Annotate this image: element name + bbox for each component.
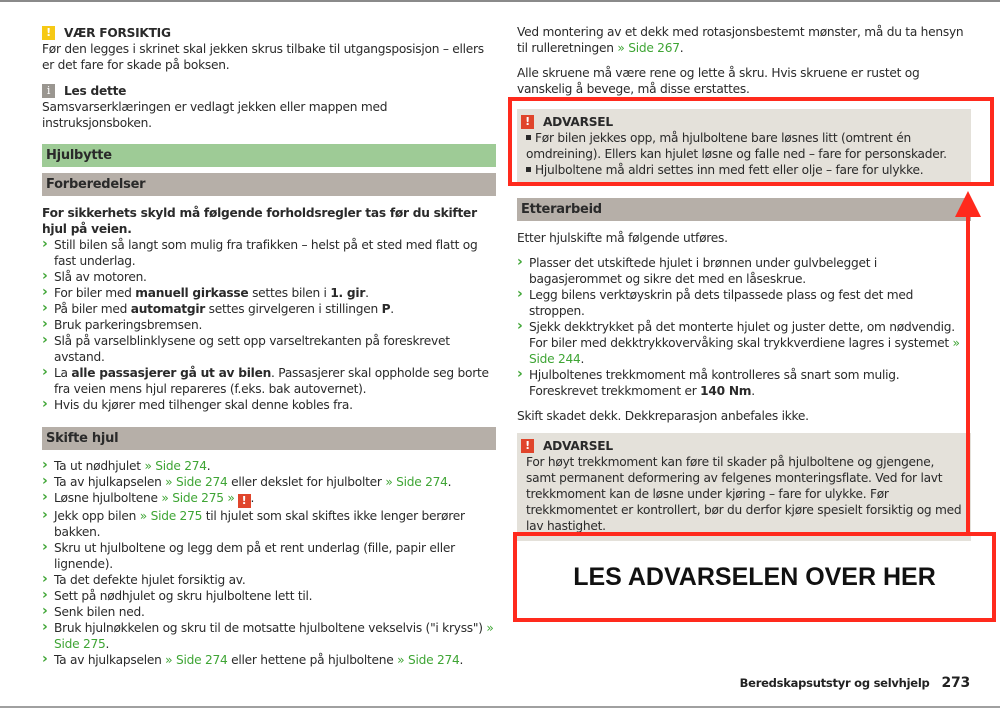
list-item: › For biler med manuell girkasse settes bilen i 1. gir. xyxy=(42,285,496,301)
prep-heading: Forberedelser xyxy=(42,173,496,196)
bold-text: P xyxy=(381,302,391,316)
warning-reference-icon[interactable]: ! xyxy=(238,494,251,508)
warning-text: For høyt trekkmoment kan føre til skader på hjulboltene og gjengene, samt permanent deformering av felgenes monteringsflate. Ved for lavt trekkmoment kan de løsne under kjøring – fare for ulykke. Før trekkmomentet er kontrollert, bør du derfor kjøre spesielt forsiktig og med lav hastighet. xyxy=(526,455,962,533)
page-link[interactable]: » Side 275 xyxy=(139,509,203,523)
info-icon: i xyxy=(42,84,55,98)
list-item: › På biler med automatgir settes girvelgeren i stillingen P. xyxy=(42,301,496,317)
page-link[interactable]: » Side 274 xyxy=(385,475,448,489)
page-footer xyxy=(740,675,970,691)
list-item: › La alle passasjerer gå ut av bilen. Passasjerer skal oppholde seg borte fra veien mens hjul repareres (f.eks. bak autovernet). xyxy=(42,365,496,397)
prep-steps xyxy=(42,237,496,413)
list-item: › Sett på nødhjulet og skru hjulboltene lett til. xyxy=(42,588,496,604)
page-link[interactable]: » Side 274 xyxy=(165,653,228,667)
list-item: › Ta av hjulkapselen » Side 274 eller hettene på hjulboltene » Side 274. xyxy=(42,652,496,668)
warning-item: Hjulboltene må aldri settes inn med fett eller olje – fare for ulykke. xyxy=(526,162,963,178)
after-intro: Etter hjulskifte må følgende utføres. xyxy=(517,231,728,245)
list-item: › Skru ut hjulboltene og legg dem på et rent underlag (fille, papir eller lignende). xyxy=(42,540,496,572)
prep-intro: For sikkerhets skyld må følgende forholdsregler tas før du skifter hjul på veien. xyxy=(42,206,477,236)
annotation-text: LES ADVARSELEN OVER HER xyxy=(573,563,936,591)
change-steps xyxy=(42,458,496,668)
caution-text: Før den legges i skrinet skal jekken skrus tilbake til utgangsposisjon – ellers er det fare for skade på boksen. xyxy=(42,42,484,72)
page-link[interactable]: » Side 274 xyxy=(165,475,228,489)
arrow-shaft xyxy=(966,215,970,533)
caution-title: VÆR FORSIKTIG xyxy=(64,25,171,40)
page-number: 273 xyxy=(941,675,970,691)
list-item: › Slå av motoren. xyxy=(42,269,496,285)
info-text: Samsvarserklæringen er vedlagt jekken eller mappen med instruksjonsboken. xyxy=(42,100,388,130)
list-item: › Ta av hjulkapselen » Side 274 eller dekslet for hjulbolter » Side 274. xyxy=(42,474,496,490)
top-rule xyxy=(0,0,1000,2)
list-item: › Bruk hjulnøkkelen og skru til de motsatte hjulboltene vekselvis ("i kryss") » Side 275. xyxy=(42,620,496,652)
exclamation-icon: ! xyxy=(521,115,534,129)
page-link[interactable]: » Side 275 xyxy=(54,621,494,651)
screws-paragraph: Alle skruene må være rene og lette å skru. Hvis skruene er rustet og vanskelig å bevege, må disse erstattes. xyxy=(517,66,920,96)
list-item: › Hjulboltenes trekkmoment må kontrolleres så snart som mulig. Foreskrevet trekkmoment er 140 Nm. xyxy=(517,367,971,399)
rotation-paragraph: Ved montering av et dekk med rotasjonsbestemt mønster, må du ta hensyn til rulleretningen » Side 267. xyxy=(517,25,964,55)
page-link[interactable]: » Side 267 xyxy=(617,41,680,55)
warning-title: ADVARSEL xyxy=(543,114,613,129)
list-item: › Legg bilens verktøyskrin på dets tilpassede plass og fest det med stroppen. xyxy=(517,287,971,319)
list-item: › Sjekk dekktrykket på det monterte hjulet og juster dette, om nødvendig. For biler med dekktrykkovervåking skal trykkverdiene lagres i systemet » Side 244. xyxy=(517,319,971,367)
annotation-callout xyxy=(513,532,996,622)
footer-section-title: Beredskapsutstyr og selvhjelp xyxy=(739,676,930,690)
highlight-box xyxy=(508,97,994,186)
list-item: › Plasser det utskiftede hjulet i brønnen under gulvbelegget i bagasjerommet og sikre det med en låseskrue. xyxy=(517,255,971,287)
exclamation-icon: ! xyxy=(42,26,55,40)
list-item: › Slå på varselblinklysene og sett opp varseltrekanten på foreskrevet avstand. xyxy=(42,333,496,365)
info-note xyxy=(42,82,496,131)
after-steps xyxy=(517,255,971,399)
page-link[interactable]: » Side 274 xyxy=(397,653,460,667)
list-item: › Ta ut nødhjulet » Side 274. xyxy=(42,458,496,474)
warning-title: ADVARSEL xyxy=(543,438,613,453)
bold-text: automatgir xyxy=(130,302,206,316)
arrow-up-icon xyxy=(955,191,981,217)
list-item: › Senk bilen ned. xyxy=(42,604,496,620)
list-item: › Jekk opp bilen » Side 275 til hjulet som skal skiftes ikke lenger berører bakken. xyxy=(42,508,496,540)
section-heading: Hjulbytte xyxy=(42,144,496,167)
list-item: › Bruk parkeringsbremsen. xyxy=(42,317,496,333)
info-title: Les dette xyxy=(64,83,127,98)
page-link[interactable]: » Side 244 xyxy=(529,336,960,366)
bold-text: 1. gir xyxy=(330,286,366,300)
after-closing: Skift skadet dekk. Dekkreparasjon anbefales ikke. xyxy=(517,409,809,423)
page-link[interactable]: » Side 275 xyxy=(161,491,224,505)
list-item: › Still bilen så langt som mulig fra trafikken – helst på et sted med flatt og fast underlag. xyxy=(42,237,496,269)
list-item: › Ta det defekte hjulet forsiktig av. xyxy=(42,572,496,588)
bold-text: manuell girkasse xyxy=(135,286,249,300)
change-heading: Skifte hjul xyxy=(42,427,496,450)
warning-box-2 xyxy=(517,433,971,541)
left-column xyxy=(42,24,496,668)
list-item: › Hvis du kjører med tilhenger skal denne kobles fra. xyxy=(42,397,496,413)
page-link[interactable]: » Side 274 xyxy=(144,459,207,473)
list-item: › Løsne hjulboltene » Side 275 » ! . xyxy=(42,490,496,508)
warning-item: Før bilen jekkes opp, må hjulboltene bare løsnes litt (omtrent én omdreining). Ellers kan hjulet løsne og falle ned – fare for personskader. xyxy=(526,131,947,161)
page-link[interactable]: » xyxy=(223,491,235,505)
caution-note xyxy=(42,24,496,73)
bold-text: alle passasjerer gå ut av bilen xyxy=(71,366,272,380)
bold-text: 140 Nm xyxy=(700,384,752,398)
after-heading: Etterarbeid xyxy=(517,198,971,221)
exclamation-icon: ! xyxy=(521,439,534,453)
